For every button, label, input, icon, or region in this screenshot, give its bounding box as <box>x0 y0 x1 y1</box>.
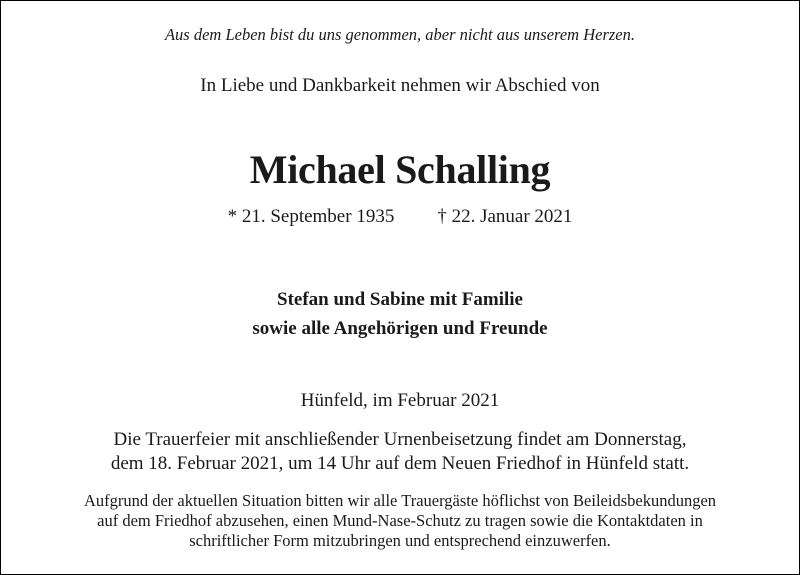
mourners-line: Stefan und Sabine mit Familie <box>277 289 523 310</box>
notice-line: auf dem Friedhof abzusehen, einen Mund-Nase-Schutz zu tragen sowie die Kontaktdaten in <box>97 511 703 530</box>
notice-line: Aufgrund der aktuellen Situation bitten wir alle Trauergäste höflichst von Beileidsbekundungen <box>83 491 717 510</box>
covid-notice <box>0 491 800 551</box>
death-date: † 22. Januar 2021 <box>437 206 573 227</box>
ceremony-info <box>0 428 800 476</box>
life-dates <box>0 205 800 229</box>
birth-date: * 21. September 1935 <box>227 206 395 227</box>
intro-text: In Liebe und Dankbarkeit nehmen wir Abschied von <box>200 75 600 96</box>
motto-quote: Aus dem Leben bist du uns genommen, aber nicht aus unserem Herzen. <box>164 25 636 44</box>
ceremony-line: Die Trauerfeier mit anschließender Urnenbeisetzung findet am Donnerstag, <box>113 429 687 450</box>
notice-line: schriftlicher Form mitzubringen und entsprechend einzuwerfen. <box>189 531 611 550</box>
mourners-block <box>0 285 800 343</box>
ceremony-line: dem 18. Februar 2021, um 14 Uhr auf dem Neuen Friedhof in Hünfeld statt. <box>110 453 690 474</box>
deceased-name: Michael Schalling <box>249 147 551 192</box>
place-date: Hünfeld, im Februar 2021 <box>300 390 500 411</box>
mourners-line: sowie alle Angehörigen und Freunde <box>252 318 548 339</box>
